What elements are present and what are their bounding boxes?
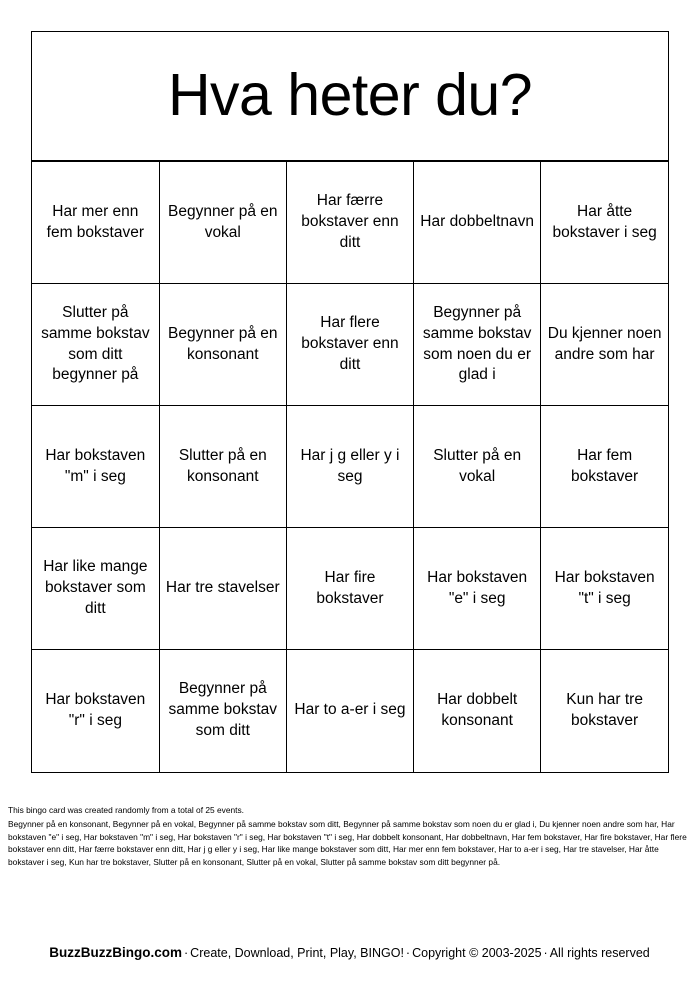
bingo-cell[interactable]: Begynner på samme bokstav som noen du er glad i bbox=[414, 284, 541, 406]
bingo-cell[interactable]: Har bokstaven "t" i seg bbox=[541, 528, 668, 650]
bingo-cell[interactable]: Har dobbeltnavn bbox=[414, 162, 541, 284]
table-row bbox=[32, 162, 668, 284]
bingo-cell[interactable]: Har fem bokstaver bbox=[541, 406, 668, 528]
bingo-cell[interactable]: Har flere bokstaver enn ditt bbox=[286, 284, 413, 406]
bingo-cell[interactable]: Har bokstaven "e" i seg bbox=[414, 528, 541, 650]
bingo-cell[interactable]: Du kjenner noen andre som har bbox=[541, 284, 668, 406]
bingo-cell[interactable]: Har like mange bokstaver som ditt bbox=[32, 528, 159, 650]
bingo-cell[interactable]: Har to a-er i seg bbox=[286, 650, 413, 772]
bingo-cell[interactable]: Har åtte bokstaver i seg bbox=[541, 162, 668, 284]
bingo-cell[interactable]: Slutter på en konsonant bbox=[159, 406, 286, 528]
bingo-cell[interactable]: Har bokstaven "m" i seg bbox=[32, 406, 159, 528]
bingo-cell[interactable]: Begynner på en vokal bbox=[159, 162, 286, 284]
footer-separator: · bbox=[405, 946, 411, 960]
bingo-cell[interactable]: Har dobbelt konsonant bbox=[414, 650, 541, 772]
footer-separator: · bbox=[184, 946, 189, 960]
bingo-cell[interactable]: Begynner på samme bokstav som ditt bbox=[159, 650, 286, 772]
bingo-grid bbox=[32, 161, 668, 772]
footer-tagline: Create, Download, Print, Play, BINGO! bbox=[190, 946, 404, 960]
footer-copyright: Copyright © 2003-2025 bbox=[412, 946, 542, 960]
bingo-cell[interactable]: Slutter på en vokal bbox=[414, 406, 541, 528]
table-row bbox=[32, 528, 668, 650]
table-row bbox=[32, 406, 668, 528]
bingo-card bbox=[31, 31, 669, 773]
footer-rights: All rights reserved bbox=[549, 946, 650, 960]
bingo-cell[interactable]: Begynner på en konsonant bbox=[159, 284, 286, 406]
bingo-cell[interactable]: Har j g eller y i seg bbox=[286, 406, 413, 528]
bingo-cell[interactable]: Har bokstaven "r" i seg bbox=[32, 650, 159, 772]
card-footnote bbox=[8, 804, 690, 868]
footnote-summary: This bingo card was created randomly from a total of 25 events. bbox=[8, 805, 245, 815]
bingo-cell[interactable]: Kun har tre bokstaver bbox=[541, 650, 668, 772]
page-title: Hva heter du? bbox=[167, 62, 533, 129]
bingo-cell[interactable]: Har fire bokstaver bbox=[286, 528, 413, 650]
bingo-cell[interactable]: Har tre stavelser bbox=[159, 528, 286, 650]
bingo-cell[interactable]: Har færre bokstaver enn ditt bbox=[286, 162, 413, 284]
site-brand[interactable]: BuzzBuzzBingo.com bbox=[49, 945, 182, 960]
table-row bbox=[32, 284, 668, 406]
page-footer bbox=[0, 945, 699, 960]
footer-separator: · bbox=[543, 946, 548, 960]
bingo-cell[interactable]: Har mer enn fem bokstaver bbox=[32, 162, 159, 284]
footnote-event-list: Begynner på en konsonant, Begynner på en vokal, Begynner på samme bokstav som ditt, Begynner på samme bokstav som noen du er glad i, Du kjenner noen andre som har, Har bokstaven "e" i seg, Har bokstaven "m" i seg, Har bokstaven "r" i seg, Har bokstaven "t" i seg, Har dobbelt konsonant, Har dobbeltnavn, Har fem bokstaver, Har fire bokstaver, Har flere bokstaver enn ditt, Har færre bokstaver enn ditt, Har j g eller y i seg, Har like mange bokstaver som ditt, Har mer enn fem bokstaver, Har to a-er i seg, Har tre stavelser, Har åtte bokstaver i seg, Kun har tre bokstaver, Slutter på en konsonant, Slutter på en vokal, Slutter på samme bokstav som ditt begynner på. bbox=[8, 819, 687, 867]
table-row bbox=[32, 650, 668, 772]
card-title-box bbox=[32, 32, 668, 161]
bingo-cell[interactable]: Slutter på samme bokstav som ditt begynner på bbox=[32, 284, 159, 406]
